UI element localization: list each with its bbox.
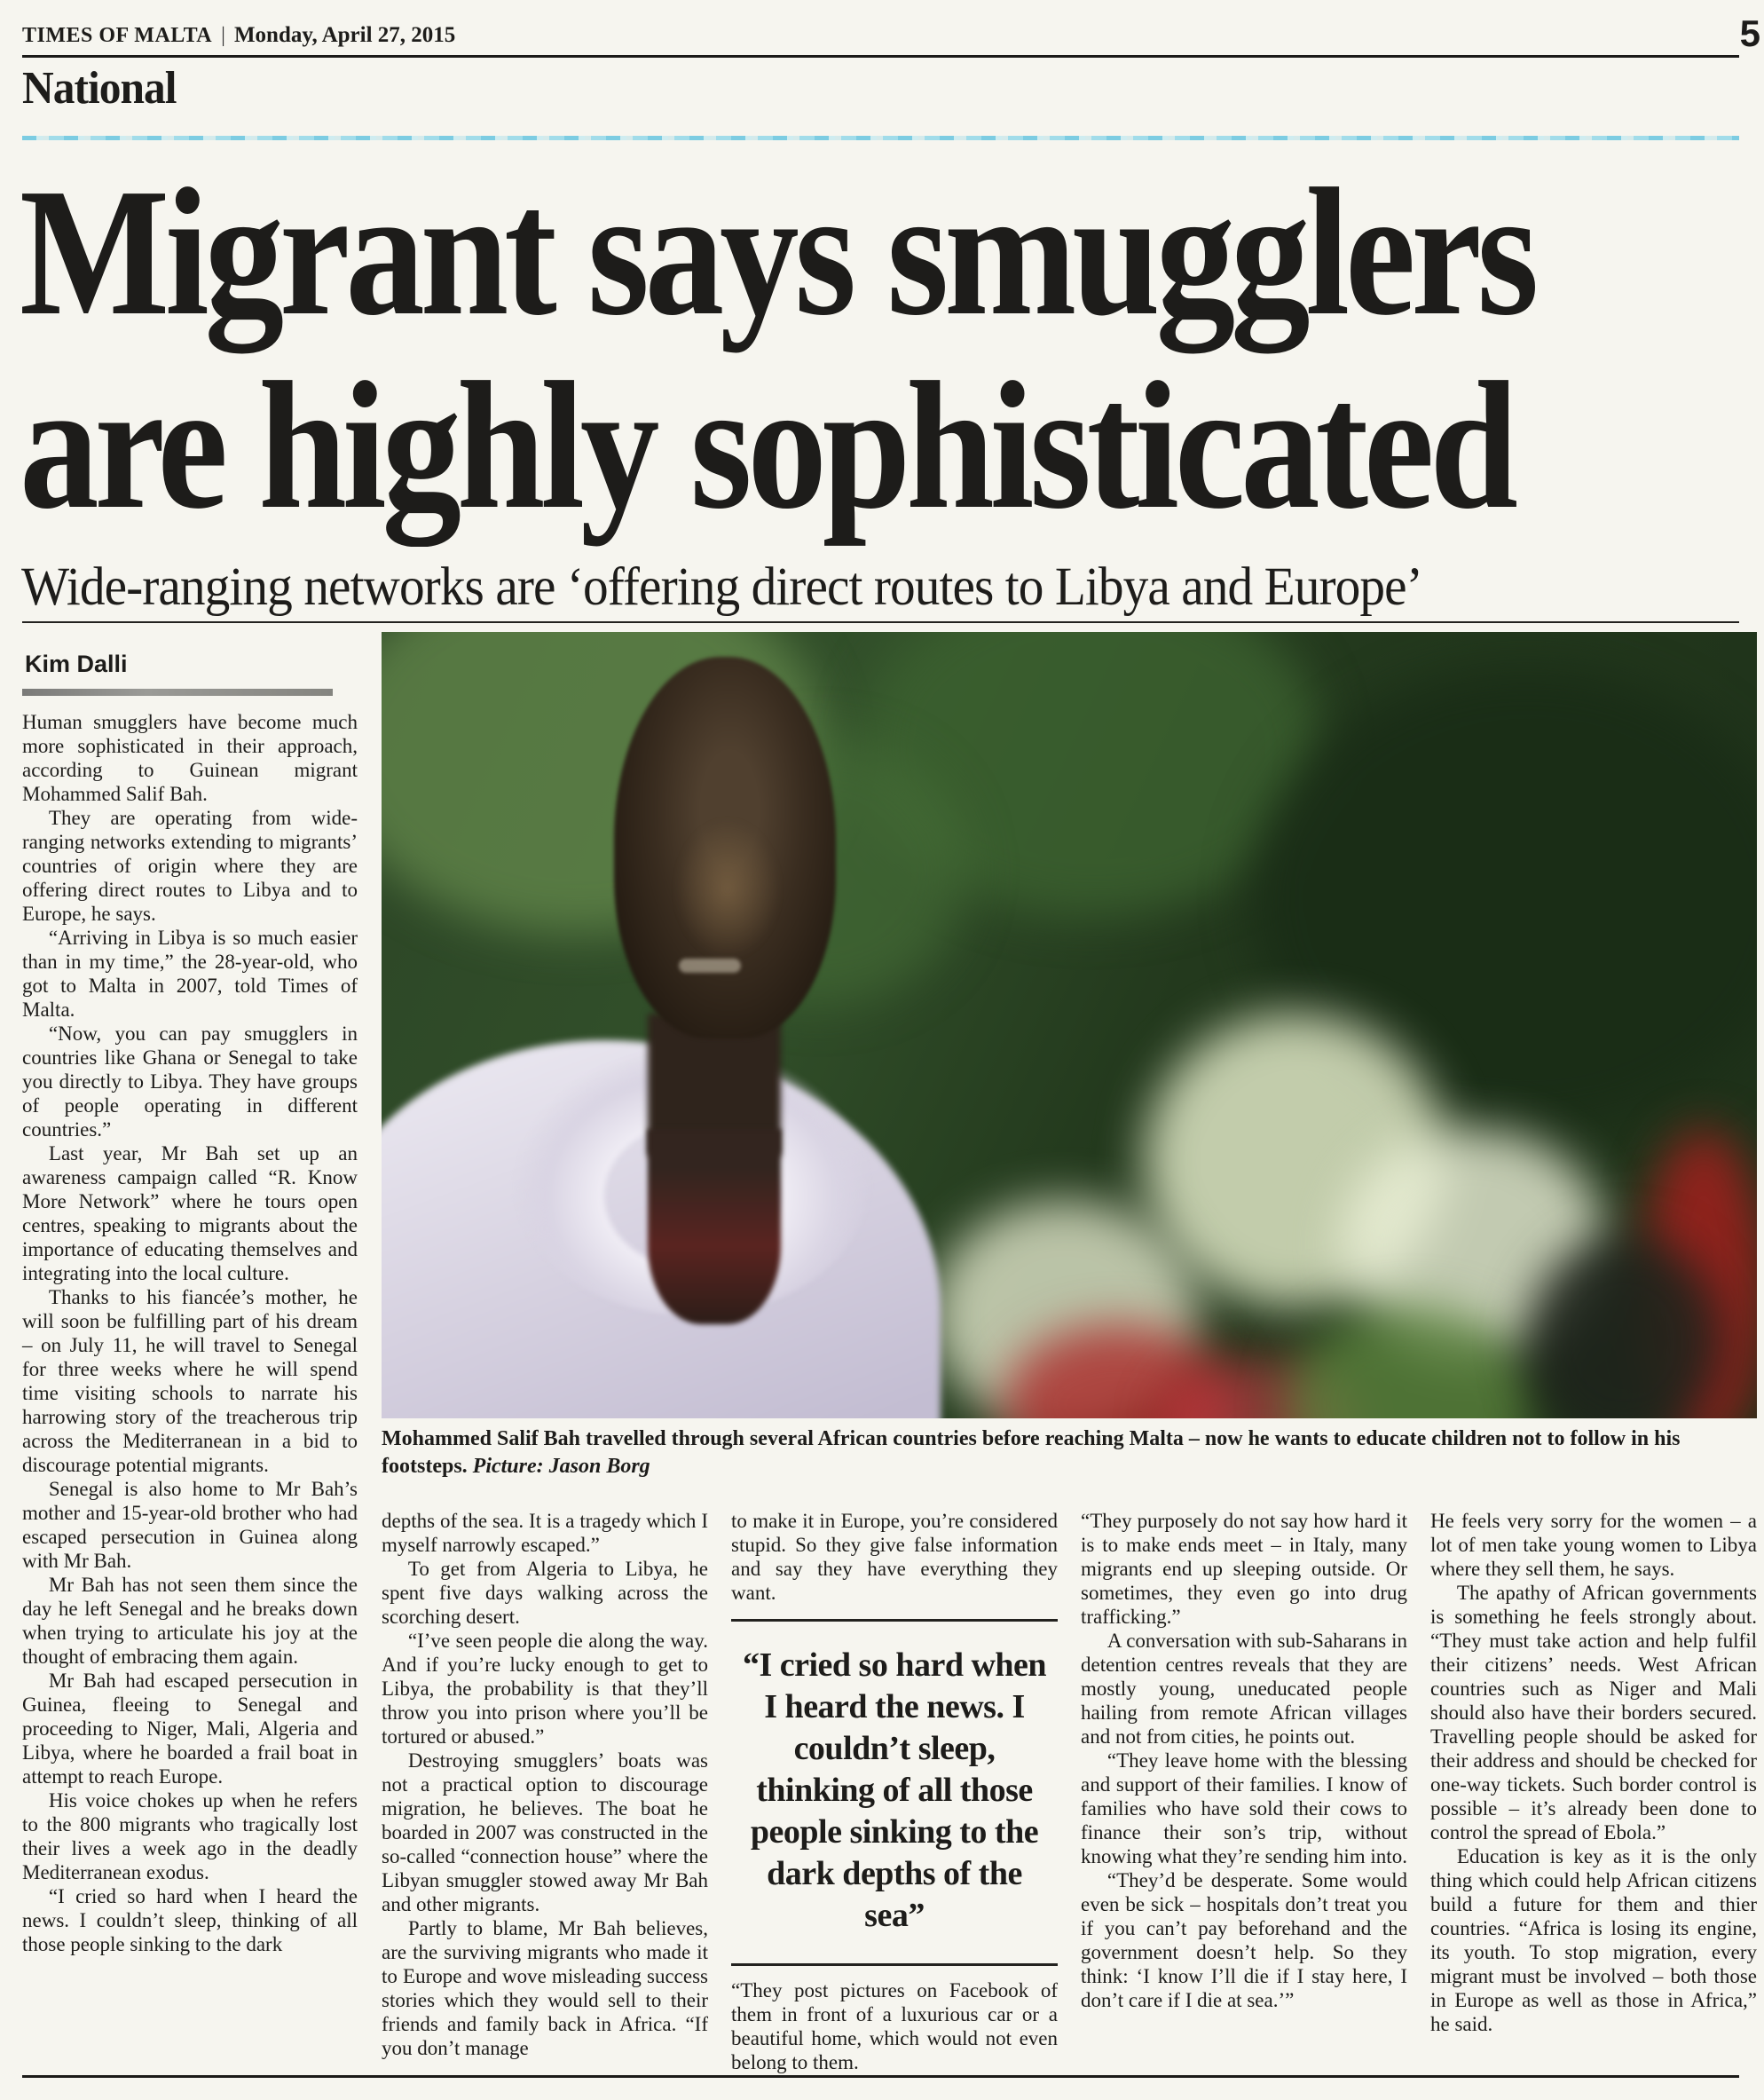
paragraph: “They leave home with the blessing and support of their families. I know of families who have sold their cows to finance their son’s trip, without knowing what they’re sending him into. xyxy=(1081,1749,1407,1867)
paragraph: He feels very sorry for the women – a lot of men take young women to Libya where they sell them, he says. xyxy=(1430,1510,1757,1580)
paragraph: to make it in Europe, you’re considered stupid. So they give false information and say they have everything they want. xyxy=(731,1510,1058,1604)
headline-line-1: Migrant says smugglers xyxy=(20,150,1535,353)
paragraph: “I cried so hard when I heard the news. I couldn’t sleep, thinking of all those people sinking to the dark xyxy=(22,1885,358,1955)
person-inner-shirt xyxy=(648,1129,781,1324)
article-photo xyxy=(382,632,1757,1418)
paragraph: To get from Algeria to Libya, he spent five days walking across the scorching desert. xyxy=(382,1558,708,1628)
article-column-3 xyxy=(731,1509,1058,2074)
article-column-1 xyxy=(22,710,358,2070)
byline-rule xyxy=(22,689,333,696)
paragraph: Senegal is also home to Mr Bah’s mother and 15-year-old brother who had escaped persecution in Guinea along with Mr Bah. xyxy=(22,1478,358,1572)
paragraph: “Arriving in Libya is so much easier than in my time,” the 28-year-old, who got to Malta in 2007, told Times of Malta. xyxy=(22,927,358,1021)
paragraph: “They purposely do not say how hard it is to make ends meet – in Italy, many migrants end up sleeping outside. Or sometimes, they even go into drug trafficking.” xyxy=(1081,1510,1407,1628)
article-column-4 xyxy=(1081,1509,1407,2012)
paragraph: Education is key as it is the only thing which could help African citizens build a future for them and thier countries. “Africa is losing its engine, its youth. To stop migration, every migrant must be involved – both those in Europe as well as those in Africa,” he said. xyxy=(1430,1845,1757,2035)
paragraph: Partly to blame, Mr Bah believes, are the surviving migrants who made it to Europe and wove misleading success stories which they would sell to their friends and family back in Africa. “If you don’t manage xyxy=(382,1917,708,2059)
photo-caption xyxy=(382,1425,1757,1480)
column-3-intro xyxy=(731,1509,1058,1605)
photo-caption-text: Mohammed Salif Bah travelled through several African countries before reaching Malta – now he wants to educate children not to follow in his footsteps. xyxy=(382,1427,1681,1478)
headline xyxy=(20,150,1718,547)
byline: Kim Dalli xyxy=(25,651,128,677)
masthead-rule xyxy=(22,55,1739,58)
paragraph: Destroying smugglers’ boats was not a practical option to discourage migration, he believes. The boat he boarded in 2007 was constructed in the so-called “connection house” where the Libyan smuggler stowed away Mr Bah and other migrants. xyxy=(382,1749,708,1915)
paragraph: They are operating from wide-ranging networks extending to migrants’ countries of origin where they are offering direct routes to Libya and to Europe, he says. xyxy=(22,807,358,925)
paragraph: “Now, you can pay smugglers in countries like Ghana or Senegal to take you directly to Libya. They have groups of people operating in different countries.” xyxy=(22,1022,358,1141)
paragraph: “They post pictures on Facebook of them in front of a luxurious car or a beautiful home, which would not even belong to them. xyxy=(731,1979,1058,2073)
paragraph: Mr Bah has not seen them since the day he left Senegal and he breaks down when trying to articulate his joy at the thought of embracing them again. xyxy=(22,1574,358,1668)
photo-subject-person xyxy=(382,632,1757,1418)
paragraph: “I’ve seen people die along the way. And if you’re lucky enough to get to Libya, the probability is that they’ll throw you into prison where you’ll be tortured or abused.” xyxy=(382,1630,708,1748)
paragraph: “They’d be desperate. Some would even be sick – hospitals don’t treat you if you can’t pay beforehand and the government doesn’t help. So they think: ‘I know I’ll die if I stay here, I don’t care if I die at sea.’” xyxy=(1081,1869,1407,2011)
section-divider-cyan-line xyxy=(22,136,1739,140)
masthead xyxy=(22,23,1739,48)
issue-date: Monday, April 27, 2015 xyxy=(233,23,456,47)
pull-quote-text: “I cried so hard when I heard the news. I couldn’t sleep, thinking of all those people sinking to the dark depths of the sea” xyxy=(742,1646,1047,1934)
paragraph: depths of the sea. It is a tragedy which I myself narrowly escaped.” xyxy=(382,1510,708,1556)
section-label: National xyxy=(22,63,177,114)
paragraph: The apathy of African governments is something he feels strongly about. “They must take action and help fulfil their citizens’ needs. West African countries such as Niger and Mali should also have their borders secured. Travelling people should be asked for their address and should be checked for one-way tickets. Such border control is possible – it’s already been done to control the spread of Ebola.” xyxy=(1430,1582,1757,1843)
person-face-highlight xyxy=(674,818,781,960)
pull-quote-box xyxy=(731,1619,1058,1966)
subheadline: Wide-ranging networks are ‘offering direct routes to Libya and Europe’ xyxy=(21,557,1422,617)
photo-credit: Picture: Jason Borg xyxy=(472,1455,650,1478)
column-3-after-quote xyxy=(731,1978,1058,2074)
masthead-separator: | xyxy=(221,24,225,47)
paragraph: Thanks to his fiancée’s mother, he will soon be fulfilling part of his dream – on July 11, he will travel to Senegal for three weeks where he will spend time visiting schools to narrate his harrowing story of the treacherous trip across the Mediterranean in a bid to discourage potential migrants. xyxy=(22,1286,358,1476)
paragraph: Mr Bah had escaped persecution in Guinea, fleeing to Senegal and proceeding to Niger, Mali, Algeria and Libya, where he boarded a frail boat in attempt to reach Europe. xyxy=(22,1670,358,1788)
page-bottom-rule xyxy=(22,2075,1739,2078)
article-column-5 xyxy=(1430,1509,1757,2036)
paragraph: Last year, Mr Bah set up an awareness campaign called “R. Know More Network” where he tours open centres, speaking to migrants about the importance of educating themselves and integrating into the local culture. xyxy=(22,1142,358,1284)
paper-name: TIMES OF MALTA xyxy=(22,24,213,47)
headline-line-2: are highly sophisticated xyxy=(20,343,1514,547)
paragraph: Human smugglers have become much more sophisticated in their approach, according to Guinean migrant Mohammed Salif Bah. xyxy=(22,711,358,805)
subheadline-rule xyxy=(22,621,1739,623)
page-number: 5 xyxy=(1739,12,1760,54)
paragraph: His voice chokes up when he refers to the 800 migrants who tragically lost their lives a week ago in the deadly Mediterranean exodus. xyxy=(22,1789,358,1883)
paragraph: A conversation with sub-Saharans in detention centres reveals that they are mostly young, uneducated people hailing from remote African villages and not from cities, he points out. xyxy=(1081,1630,1407,1748)
person-mouth xyxy=(679,959,741,973)
article-column-2 xyxy=(382,1509,708,2060)
